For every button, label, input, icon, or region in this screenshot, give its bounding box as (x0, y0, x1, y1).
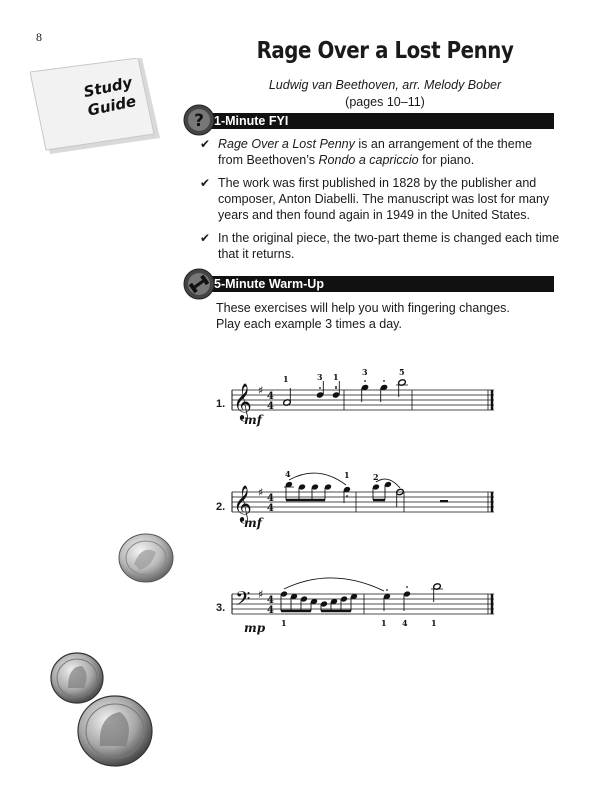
fyi-header: 1-Minute FYI (208, 113, 554, 129)
checkmark-icon: ✔ (200, 137, 211, 151)
dumbbell-icon (183, 268, 215, 300)
penny-icon (118, 530, 174, 586)
exercise-1-number: 1. (216, 398, 226, 410)
exercise-1-staff (232, 368, 502, 430)
fingering: 1 (344, 470, 350, 480)
time-signature-bottom: 4 (267, 401, 274, 412)
half-rest (440, 500, 448, 502)
warmup-header: 5-Minute Warm-Up (208, 276, 554, 292)
question-mark-icon (183, 104, 215, 136)
fingering: 1 (431, 618, 437, 628)
time-signature-bottom: 4 (267, 605, 274, 616)
svg-text:♯: ♯ (258, 486, 264, 499)
page-number: 8 (36, 30, 42, 44)
fyi-text: The work was first published in 1828 by the publisher and composer, Anton Diabelli. The manuscript was lost for many years and then found again in 1949 in the United States. (218, 176, 550, 222)
coin-icon (76, 694, 154, 768)
exercise-2-number: 2. (216, 501, 226, 513)
fyi-item (200, 230, 560, 262)
fyi-list (200, 136, 560, 269)
time-signature-bottom: 4 (267, 503, 274, 514)
checkmark-icon: ✔ (200, 231, 211, 245)
fingering: 5 (399, 367, 405, 377)
fingering: 2 (373, 472, 379, 482)
dynamic-marking: mf (244, 516, 262, 530)
fingering: 3 (317, 372, 323, 382)
fyi-italic-rondo: Rondo a capriccio (318, 153, 419, 167)
page-title: Rage Over a Lost Penny (256, 38, 514, 64)
svg-text:?: ? (194, 111, 204, 131)
time-signature-top: 4 (267, 493, 274, 504)
fyi-item (200, 136, 560, 168)
treble-clef-icon: 𝄞 (233, 382, 252, 420)
svg-text:♯: ♯ (258, 588, 264, 601)
warmup-line-1: These exercises will help you with fingering changes. (216, 301, 510, 315)
fyi-item (200, 175, 560, 223)
composer-credit: Ludwig van Beethoven, arr. Melody Bober (268, 78, 502, 92)
page-reference: (pages 10–11) (345, 95, 425, 109)
fyi-text: In the original piece, the two-part theme is changed each time that it returns. (218, 231, 560, 261)
checkmark-icon: ✔ (200, 176, 211, 190)
dynamic-marking: mp (244, 621, 266, 635)
exercise-3-staff (232, 572, 502, 638)
dynamic-marking: mf (244, 413, 262, 427)
fingering: 1 (283, 374, 289, 384)
bass-clef-icon: 𝄢 (235, 587, 251, 615)
fyi-italic-title: Rage Over a Lost Penny (218, 137, 355, 151)
fingering: 4 (402, 618, 408, 628)
exercise-3-number: 3. (216, 602, 226, 614)
fingering: 3 (362, 367, 368, 377)
fyi-text: is an arrangement of the theme from Beethoven’s (218, 137, 533, 167)
fingering: 1 (333, 372, 339, 382)
time-signature-top: 4 (267, 391, 274, 402)
time-signature-top: 4 (267, 595, 274, 606)
study-guide-label: Study Guide (81, 73, 138, 120)
svg-text:♯: ♯ (258, 384, 264, 397)
fingering: 4 (285, 469, 291, 479)
exercise-2-staff (232, 466, 502, 532)
fingering: 1 (281, 618, 287, 628)
warmup-instructions (216, 300, 556, 332)
treble-clef-icon: 𝄞 (233, 484, 252, 522)
fingering: 1 (381, 618, 387, 628)
warmup-line-2: Play each example 3 times a day. (216, 317, 402, 331)
fyi-text: for piano. (418, 153, 475, 167)
